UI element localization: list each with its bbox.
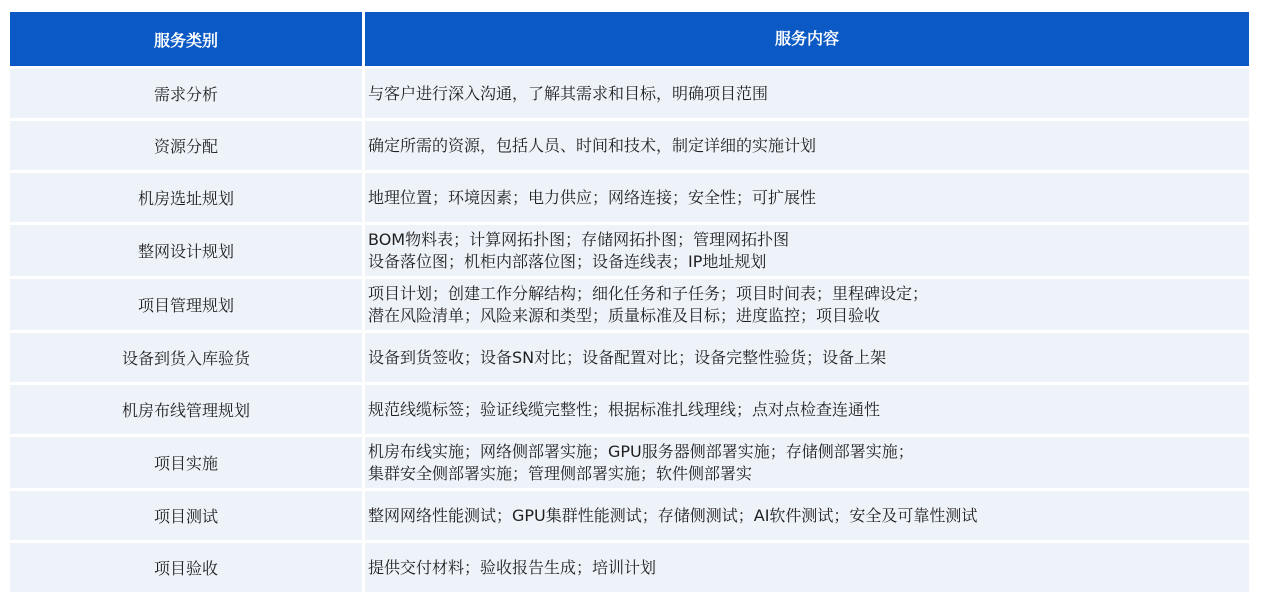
content-line: 确定所需的资源，包括人员、时间和技术，制定详细的实施计划 <box>368 135 817 155</box>
content-line: 提供交付材料；验收报告生成；培训计划 <box>368 557 657 577</box>
row-category: 设备到货入库验货 <box>10 333 362 382</box>
row-content <box>365 543 1249 592</box>
row-content <box>365 333 1249 382</box>
row-content <box>365 173 1249 222</box>
content-line: 与客户进行深入沟通，了解其需求和目标，明确项目范围 <box>368 83 769 103</box>
content-line: 机房布线实施；网络侧部署实施；GPU服务器侧部署实施；存储侧部署实施； <box>368 441 914 461</box>
row-content <box>365 69 1249 118</box>
header-category: 服务类别 <box>10 12 362 66</box>
table-row <box>10 333 1249 382</box>
row-content <box>365 437 1249 488</box>
service-table <box>10 12 1249 595</box>
row-category: 项目实施 <box>10 437 362 488</box>
content-line: 设备落位图；机柜内部落位图；设备连线表；IP地址规划 <box>368 251 767 271</box>
row-category: 需求分析 <box>10 69 362 118</box>
row-category: 机房选址规划 <box>10 173 362 222</box>
content-line: 集群安全侧部署实施；管理侧部署实施；软件侧部署实 <box>368 463 753 483</box>
table-row <box>10 543 1249 592</box>
table-row <box>10 385 1249 434</box>
table-row <box>10 437 1249 488</box>
content-line: BOM物料表；计算网拓扑图；存储网拓扑图；管理网拓扑图 <box>368 229 790 249</box>
content-line: 项目计划；创建工作分解结构；细化任务和子任务；项目时间表；里程碑设定； <box>368 283 929 303</box>
row-content <box>365 121 1249 170</box>
table-row <box>10 279 1249 330</box>
content-line: 地理位置；环境因素；电力供应；网络连接；安全性；可扩展性 <box>368 187 817 207</box>
table-row <box>10 491 1249 540</box>
row-category: 项目测试 <box>10 491 362 540</box>
row-content <box>365 385 1249 434</box>
content-line: 规范线缆标签；验证线缆完整性；根据标准扎线理线；点对点检查连通性 <box>368 399 881 419</box>
row-content <box>365 225 1249 276</box>
content-line: 潜在风险清单；风险来源和类型；质量标准及目标；进度监控；项目验收 <box>368 305 881 325</box>
table-row <box>10 173 1249 222</box>
table-header <box>10 12 1249 66</box>
row-category: 项目管理规划 <box>10 279 362 330</box>
row-content <box>365 491 1249 540</box>
row-category: 资源分配 <box>10 121 362 170</box>
row-category: 项目验收 <box>10 543 362 592</box>
row-category: 整网设计规划 <box>10 225 362 276</box>
content-line: 设备到货签收；设备SN对比；设备配置对比；设备完整性验货；设备上架 <box>368 347 887 367</box>
table-row <box>10 69 1249 118</box>
header-content: 服务内容 <box>365 12 1249 66</box>
table-row <box>10 121 1249 170</box>
row-content <box>365 279 1249 330</box>
row-category: 机房布线管理规划 <box>10 385 362 434</box>
content-line: 整网网络性能测试；GPU集群性能测试；存储侧测试；AI软件测试；安全及可靠性测试 <box>368 505 978 525</box>
table-row <box>10 225 1249 276</box>
